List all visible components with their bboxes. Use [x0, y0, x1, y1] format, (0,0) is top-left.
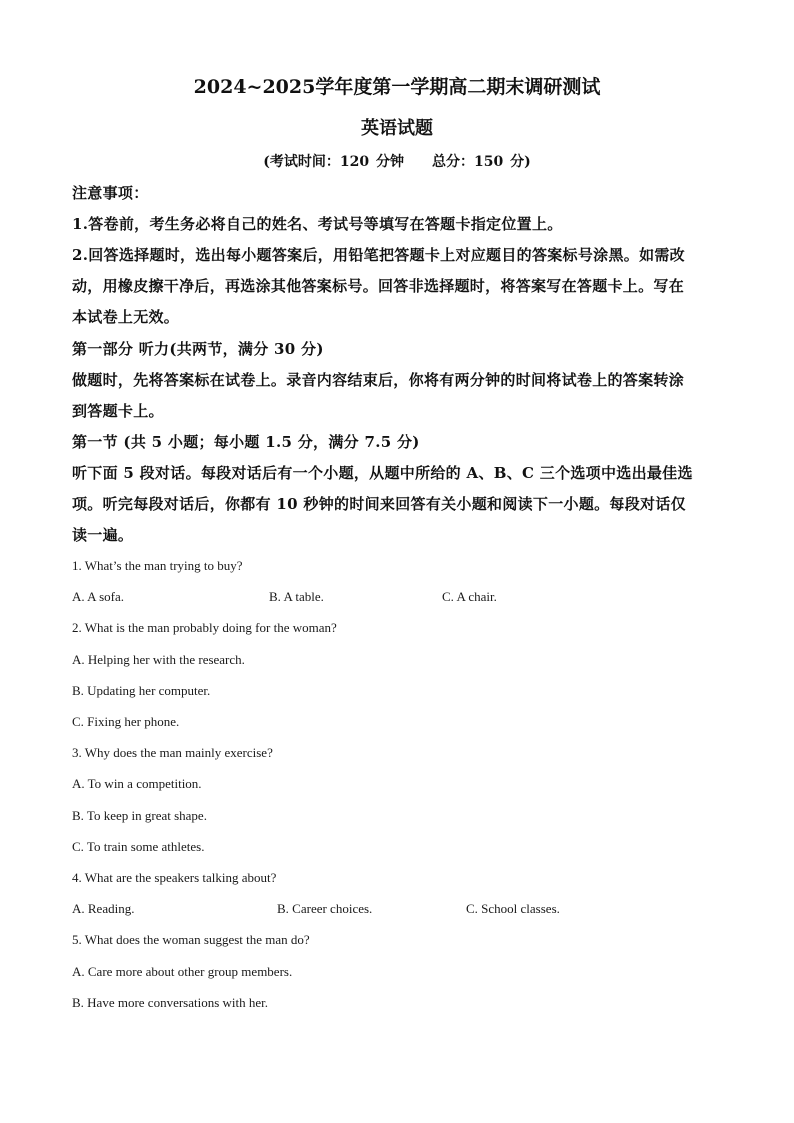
- notice-heading: 注意事项：: [72, 184, 149, 202]
- part1-heading: 第一部分 听力(共两节，满分 30 分): [72, 340, 324, 358]
- question-1-option-c: C. A chair.: [442, 589, 497, 604]
- notice-item-2-line-2: 动，用橡皮擦干净后，再选涂其他答案标号。回答非选择题时，将答案写在答题卡上。写在: [72, 277, 685, 295]
- question-1-stem: 1. What’s the man trying to buy?: [72, 558, 243, 573]
- question-3-stem: 3. Why does the man mainly exercise?: [72, 745, 273, 760]
- question-5-option-b: B. Have more conversations with her.: [72, 995, 269, 1010]
- section1-instruction-line-3: 读一遍。: [72, 526, 134, 544]
- question-3-option-b: B. To keep in great shape.: [72, 808, 207, 823]
- section1-heading: 第一节 (共 5 小题；每小题 1.5 分，满分 7.5 分): [72, 433, 420, 451]
- question-5-stem: 5. What does the woman suggest the man do?: [72, 932, 310, 947]
- question-2-stem: 2. What is the man probably doing for the woman?: [72, 620, 337, 635]
- question-5-option-a: A. Care more about other group members.: [72, 964, 293, 979]
- question-4-stem: 4. What are the speakers talking about?: [72, 870, 277, 885]
- exam-title: 2024~2025学年度第一学期高二期末调研测试: [193, 76, 601, 98]
- question-2-option-c: C. Fixing her phone.: [72, 714, 180, 729]
- section1-instruction-line-2: 项。听完每段对话后，你都有 10 秒钟的时间来回答有关小题和阅读下一小题。每段对话仅: [72, 495, 686, 513]
- part1-instruction-line-2: 到答题卡上。: [72, 402, 164, 420]
- subject-title: 英语试题: [361, 118, 433, 139]
- section1-instruction-line-1: 听下面 5 段对话。每段对话后有一个小题，从题中所给的 A、B、C 三个选项中选出最佳选: [72, 464, 693, 482]
- question-2-option-a: A. Helping her with the research.: [72, 652, 245, 667]
- part1-instruction-line-1: 做题时，先将答案标在试卷上。录音内容结束后，你将有两分钟的时间将试卷上的答案转涂: [72, 371, 685, 389]
- question-1-option-b: B. A table.: [269, 589, 324, 604]
- question-4-option-b: B. Career choices.: [277, 901, 373, 916]
- question-2-option-b: B. Updating her computer.: [72, 683, 211, 698]
- notice-item-1: 1.答卷前，考生务必将自己的姓名、考试号等填写在答题卡指定位置上。: [72, 215, 563, 233]
- question-3-option-a: A. To win a competition.: [72, 776, 202, 791]
- question-3-option-c: C. To train some athletes.: [72, 839, 205, 854]
- question-4-option-c: C. School classes.: [466, 901, 560, 916]
- question-4-option-a: A. Reading.: [72, 901, 135, 916]
- exam-time-score: (考试时间：120 分钟 总分：150 分): [263, 154, 531, 170]
- notice-item-2-line-1: 2.回答选择题时，选出每小题答案后，用铅笔把答题卡上对应题目的答案标号涂黑。如需改: [72, 246, 685, 264]
- question-1-option-a: A. A sofa.: [72, 589, 124, 604]
- notice-item-2-line-3: 本试卷上无效。: [72, 308, 180, 326]
